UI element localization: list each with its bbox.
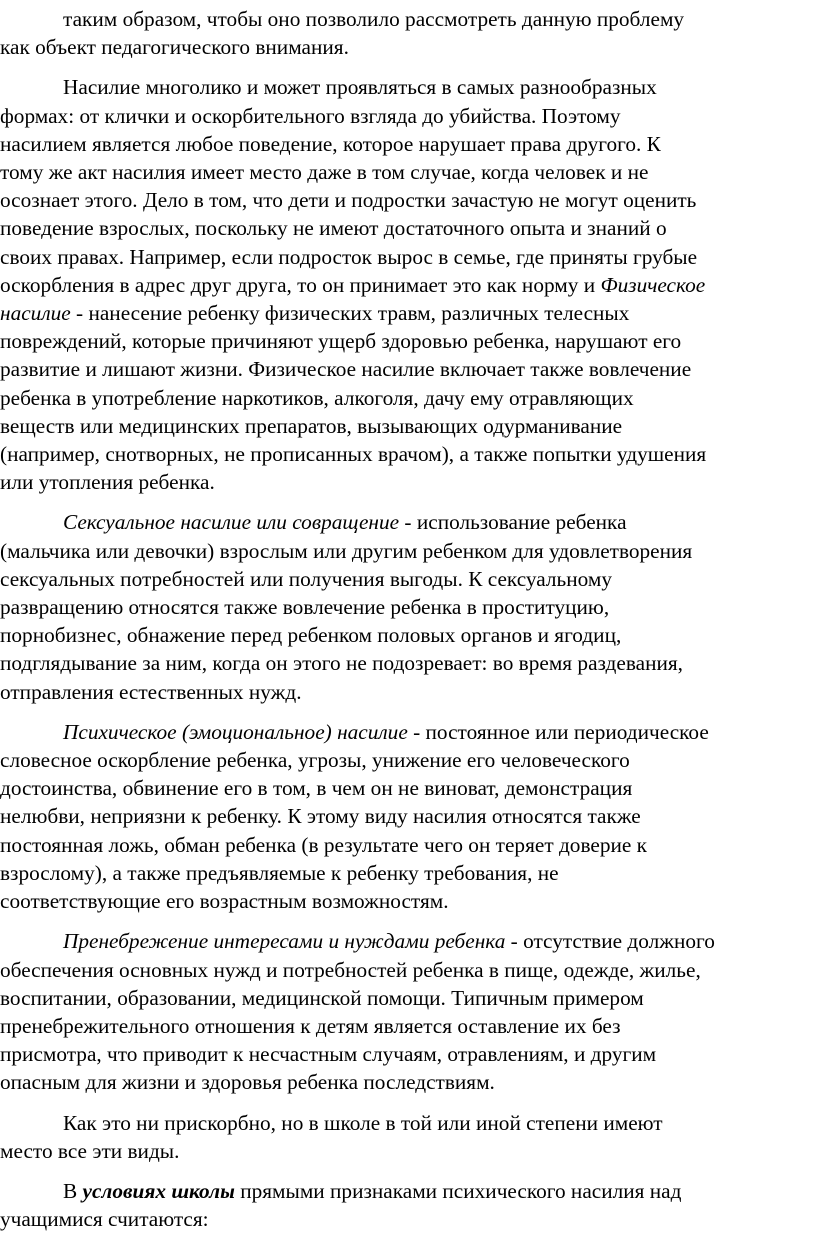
bold-italic-term: условиях школы: [82, 1178, 235, 1203]
text-line: тому же акт насилия имеет место даже в том случае, когда человек и не: [0, 160, 649, 185]
text-line: обеспечения основных нужд и потребностей ребенка в пище, одежде, жилье,: [0, 957, 701, 982]
text-line: [0, 271, 816, 299]
text-line: достоинства, обвинение его в том, в чем он не виноват, демонстрация: [0, 776, 633, 801]
text-line: (например, снотворных, не прописанных врачом), а также попытки удушения: [0, 442, 707, 467]
text-line: подглядывание за ним, когда он этого не подозревает: во время раздевания,: [0, 651, 683, 676]
text-line: учащимися считаются:: [0, 1207, 209, 1232]
text-line: или утопления ребенка.: [0, 470, 215, 495]
paragraph-1: [0, 5, 816, 61]
italic-term: Пренебрежение интересами и нуждами ребенка: [63, 929, 506, 954]
text-line: развитие и лишают жизни. Физическое насилие включает также вовлечение: [0, 357, 692, 382]
text-run: - использование ребенка: [399, 510, 627, 535]
text-line: [0, 508, 816, 536]
paragraph-4: [0, 718, 816, 915]
text-line: как объект педагогического внимания.: [0, 35, 349, 60]
text-run: оскорбления в адрес друг друга, то он принимает это как норму и: [0, 272, 601, 297]
paragraph-5: [0, 927, 816, 1096]
text-line: [0, 1177, 816, 1205]
text-line: [0, 927, 816, 955]
text-run: - постоянное или периодическое: [407, 719, 709, 744]
text-run: - отсутствие должного: [505, 929, 715, 954]
paragraph-6: [0, 1109, 816, 1165]
text-line: нелюбви, неприязни к ребенку. К этому виду насилия относятся также: [0, 804, 641, 829]
text-line: порнобизнес, обнажение перед ребенком половых органов и ягодиц,: [0, 623, 622, 648]
italic-term: Психическое (эмоциональное) насилие: [63, 719, 408, 744]
text-run: В: [63, 1178, 83, 1203]
italic-term: насилие: [0, 301, 71, 326]
text-line: веществ или медицинских препаратов, вызывающих одурманивание: [0, 413, 623, 438]
text-line: место все эти виды.: [0, 1138, 180, 1163]
text-line: осознает этого. Дело в том, что дети и подростки зачастую не могут оценить: [0, 188, 697, 213]
paragraph-3: [0, 508, 816, 705]
text-line: Насилие многолико и может проявляться в самых разнообразных: [63, 75, 657, 100]
text-line: словесное оскорбление ребенка, угрозы, унижение его человеческого: [0, 748, 630, 773]
text-line: формах: от клички и оскорбительного взгляда до убийства. Поэтому: [0, 103, 621, 128]
text-line: воспитании, образовании, медицинской помощи. Типичным примером: [0, 985, 644, 1010]
text-line: пренебрежительного отношения к детям является оставление их без: [0, 1013, 621, 1038]
text-line: насилием является любое поведение, которое нарушает права другого. К: [0, 131, 661, 156]
text-line: отправления естественных нужд.: [0, 679, 302, 704]
text-line: ребенка в употребление наркотиков, алкоголя, дачу ему отравляющих: [0, 385, 634, 410]
italic-term: Сексуальное насилие или совращение: [63, 510, 400, 535]
text-line: повреждений, которые причиняют ущерб здоровью ребенка, нарушают его: [0, 329, 682, 354]
text-run: - нанесение ребенку физических травм, различных телесных: [70, 301, 630, 326]
text-line: соответствующие его возрастным возможностям.: [0, 889, 449, 914]
text-line: Как это ни прискорбно, но в школе в той или иной степени имеют: [63, 1110, 663, 1135]
text-line: присмотра, что приводит к несчастным случаям, отравлениям, и другим: [0, 1042, 657, 1067]
paragraph-2: [0, 73, 816, 496]
text-line: развращению относятся также вовлечение ребенка в проституцию,: [0, 595, 610, 620]
italic-term: Физическое: [600, 272, 706, 297]
text-line: опасным для жизни и здоровья ребенка последствиям.: [0, 1070, 495, 1095]
text-line: [0, 299, 816, 327]
text-run: прямыми признаками психического насилия над: [234, 1178, 682, 1203]
text-line: (мальчика или девочки) взрослым или другим ребенком для удовлетворения: [0, 538, 693, 563]
text-line: взрослому), а также предъявляемые к ребенку требования, не: [0, 860, 559, 885]
paragraph-7: [0, 1177, 816, 1233]
text-line: своих правах. Например, если подросток вырос в семье, где приняты грубые: [0, 244, 698, 269]
text-line: постоянная ложь, обман ребенка (в результате чего он теряет доверие к: [0, 832, 647, 857]
text-line: [0, 718, 816, 746]
text-line: поведение взрослых, поскольку не имеют достаточного опыта и знаний о: [0, 216, 667, 241]
text-line: таким образом, чтобы оно позволило рассмотреть данную проблему: [63, 7, 685, 31]
text-line: сексуальных потребностей или получения выгоды. К сексуальному: [0, 566, 613, 591]
